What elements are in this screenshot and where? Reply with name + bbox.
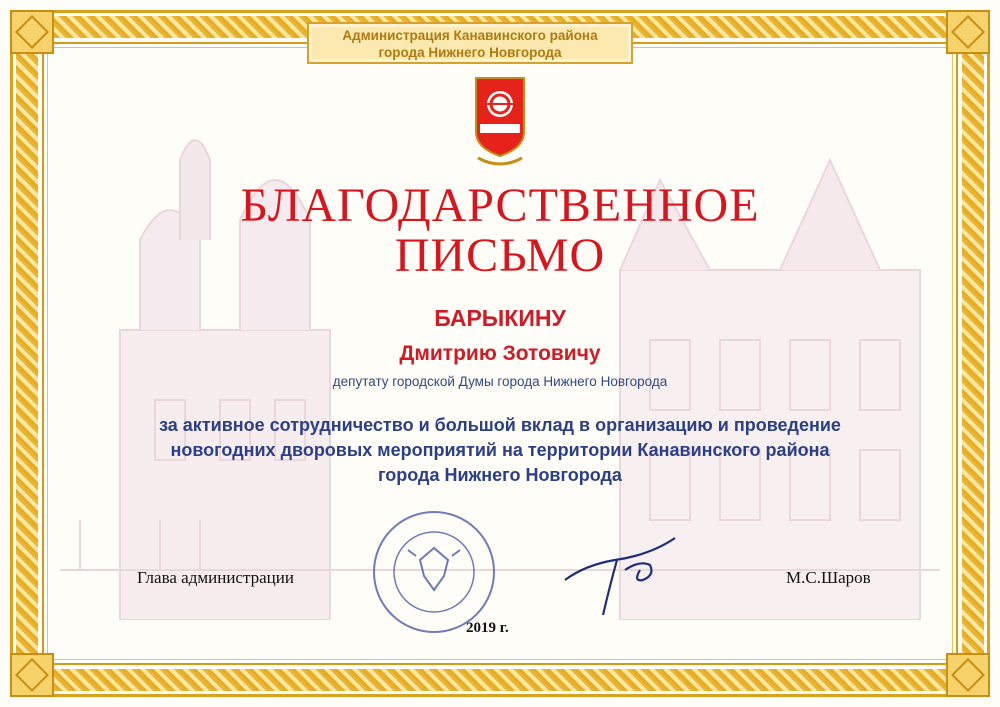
frame-corner-ornament xyxy=(946,653,990,697)
issuer-line-2: города Нижнего Новгорода xyxy=(378,45,562,60)
handwritten-signature xyxy=(555,530,685,620)
recipient-position: депутату городской Думы города Нижнего Новгорода xyxy=(332,374,668,389)
award-reason xyxy=(100,413,900,488)
document-title-line-1: БЛАГОДАРСТВЕННОЕ xyxy=(240,179,760,232)
frame-corner-ornament xyxy=(10,10,54,54)
reason-line-3: города Нижнего Новгорода xyxy=(378,465,622,485)
official-stamp xyxy=(372,510,496,634)
signer-title: Глава администрации xyxy=(137,568,294,587)
coat-of-arms-icon xyxy=(470,74,530,166)
issuer-line-1: Администрация Канавинского района xyxy=(342,28,598,43)
frame-corner-ornament xyxy=(10,653,54,697)
reason-line-1: за активное сотрудничество и большой вклад в организацию и проведение xyxy=(159,415,841,435)
recipient-given-names: Дмитрию Зотовичу xyxy=(399,342,601,365)
reason-line-2: новогодних дворовых мероприятий на территории Канавинского района xyxy=(170,440,830,460)
document-title-line-2: ПИСЬМО xyxy=(394,229,606,282)
issue-year: 2019 г. xyxy=(466,620,509,636)
frame-corner-ornament xyxy=(946,10,990,54)
recipient-surname: БАРЫКИНУ xyxy=(434,305,566,331)
signer-name: М.С.Шаров xyxy=(786,568,871,587)
issuer-banner xyxy=(307,22,633,64)
